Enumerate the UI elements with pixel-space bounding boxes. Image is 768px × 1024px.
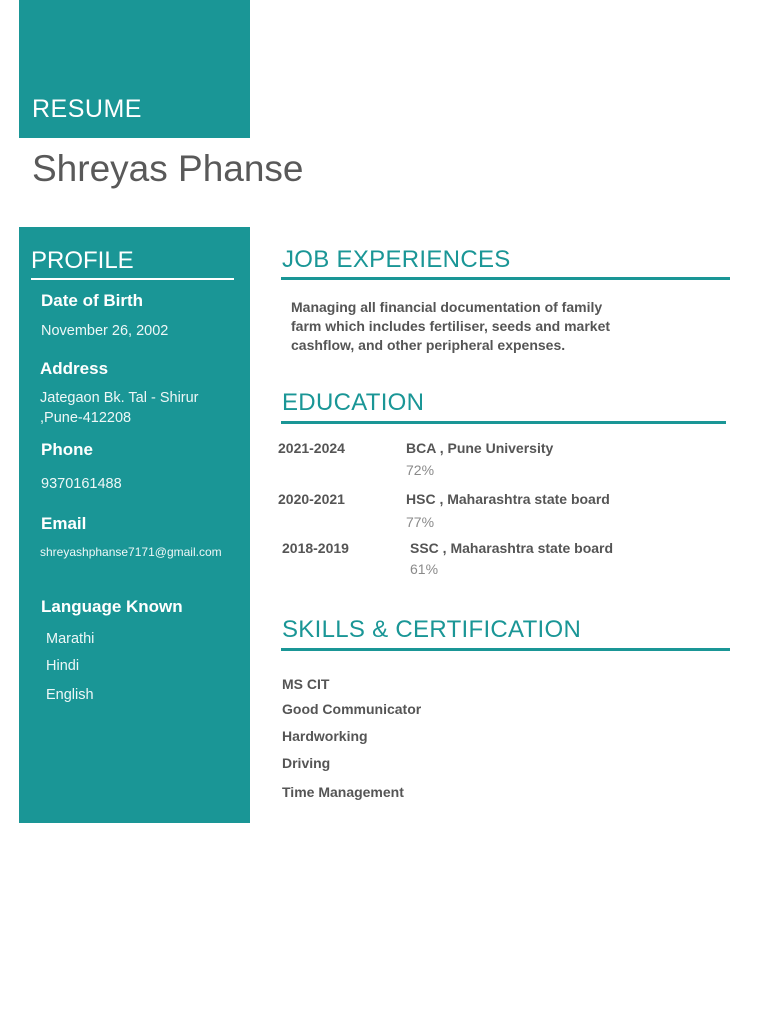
skill-item: Hardworking (282, 728, 368, 744)
email-label: Email (41, 514, 87, 533)
job-description-line: Managing all financial documentation of family (291, 299, 603, 315)
education-score: 77% (406, 514, 435, 530)
job-description-line: farm which includes fertiliser, seeds and market (291, 318, 611, 334)
job-description-line: cashflow, and other peripheral expenses. (291, 337, 566, 353)
skills-section-title: SKILLS & CERTIFICATION (282, 616, 582, 643)
skill-item: Good Communicator (282, 701, 422, 717)
address-line-1: Jategaon Bk. Tal - Shirur (40, 390, 199, 406)
education-course: SSC , Maharashtra state board (410, 540, 614, 556)
resume-label: RESUME (32, 95, 142, 123)
skills-divider (281, 648, 730, 651)
education-years: 2021-2024 (278, 440, 345, 456)
phone-value: 9370161488 (41, 476, 122, 492)
dob-value: November 26, 2002 (41, 323, 169, 339)
candidate-name: Shreyas Phanse (32, 148, 304, 189)
languages-label: Language Known (41, 597, 183, 616)
education-section-title: EDUCATION (282, 389, 425, 416)
education-years: 2020-2021 (278, 491, 345, 507)
education-score: 72% (406, 462, 435, 478)
language-item: Marathi (46, 631, 95, 647)
phone-label: Phone (41, 440, 93, 459)
profile-divider (31, 278, 234, 280)
language-item: Hindi (46, 658, 80, 674)
education-divider (281, 421, 726, 424)
education-course: BCA , Pune University (406, 440, 554, 456)
language-item: English (46, 687, 94, 703)
education-years: 2018-2019 (282, 540, 349, 556)
skill-item: MS CIT (282, 676, 330, 692)
education-course: HSC , Maharashtra state board (406, 491, 610, 507)
skill-item: Time Management (282, 784, 404, 800)
skill-item: Driving (282, 755, 331, 771)
email-value: shreyashphanse7171@gmail.com (40, 545, 222, 559)
dob-label: Date of Birth (41, 291, 143, 310)
address-label: Address (40, 359, 109, 378)
profile-title: PROFILE (31, 247, 134, 274)
education-score: 61% (410, 561, 439, 577)
job-section-title: JOB EXPERIENCES (282, 246, 511, 273)
job-divider (281, 277, 730, 280)
address-line-2: ,Pune-412208 (40, 410, 132, 426)
